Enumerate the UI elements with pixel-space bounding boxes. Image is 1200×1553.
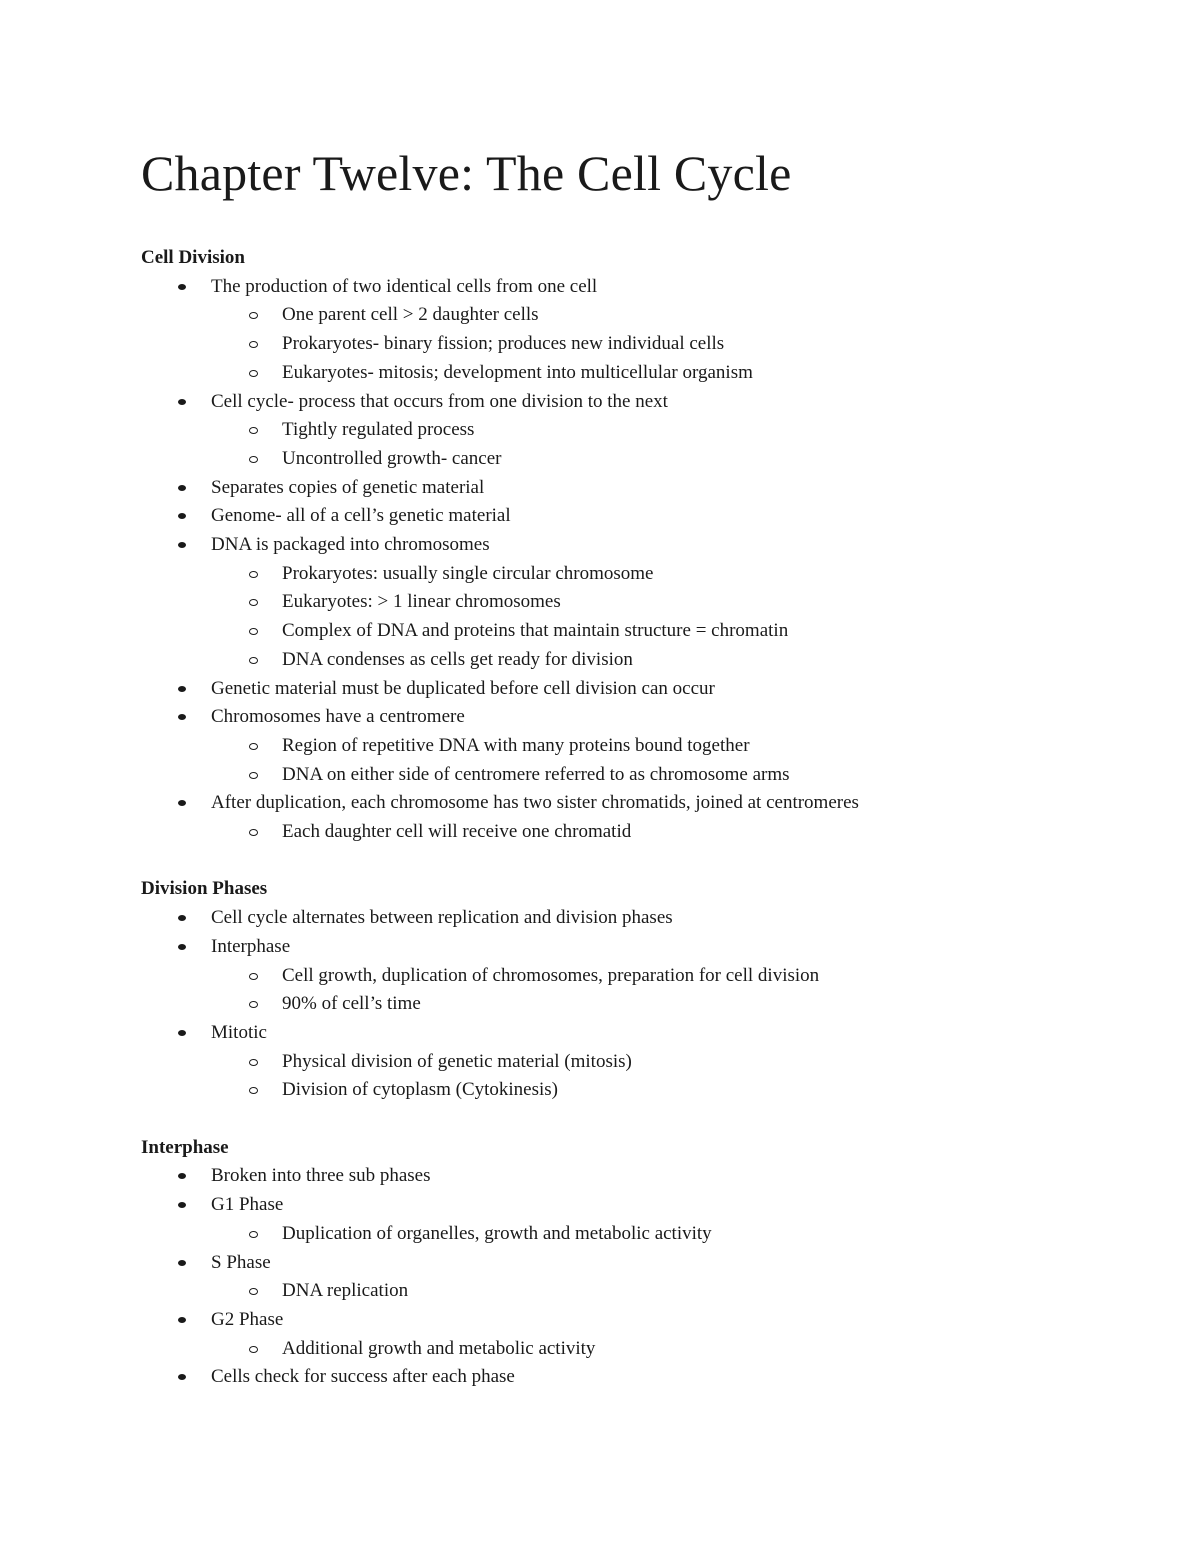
filled-bullet-icon (178, 1030, 186, 1036)
sub-list-item-text: Each daughter cell will receive one chromatid (282, 821, 632, 843)
filled-bullet-icon (178, 1317, 186, 1323)
sub-list-item-text: Uncontrolled growth- cancer (282, 447, 502, 469)
list-item (141, 789, 1101, 846)
sub-list-item-text: DNA replication (282, 1280, 409, 1302)
page-title: Chapter Twelve: The Cell Cycle (141, 145, 792, 201)
sub-list-item-text: DNA on either side of centromere referred to as chromosome arms (282, 763, 790, 785)
sub-list-item-text: Division of cytoplasm (Cytokinesis) (282, 1079, 559, 1101)
list-item-text: Genome- all of a cell’s genetic material (211, 505, 511, 527)
list-item-text: S Phase (211, 1251, 271, 1273)
list-item (141, 1019, 1101, 1105)
sub-list-item-text: Cell growth, duplication of chromosomes, preparation for cell division (282, 964, 820, 986)
hollow-bullet-icon (249, 1288, 258, 1295)
section (141, 875, 1101, 1105)
sub-list-item-text: Duplication of organelles, growth and metabolic activity (282, 1222, 712, 1244)
sub-list-item (211, 1277, 1101, 1306)
filled-bullet-icon (178, 399, 186, 405)
section (141, 244, 1101, 847)
list-item-text: Cells check for success after each phase (211, 1366, 515, 1388)
list-item-text: The production of two identical cells from one cell (211, 275, 598, 297)
hollow-bullet-icon (249, 657, 258, 664)
list-item-text: DNA is packaged into chromosomes (211, 534, 490, 556)
list-item-text: Mitotic (211, 1021, 267, 1043)
list-item (141, 675, 1101, 704)
sub-list-item (211, 416, 1101, 445)
list-item (141, 474, 1101, 503)
list-item-text: Cell cycle alternates between replication and division phases (211, 907, 673, 929)
filled-bullet-icon (178, 485, 186, 491)
list-item (141, 703, 1101, 789)
filled-bullet-icon (178, 1202, 186, 1208)
list-item (141, 904, 1101, 933)
sub-list-item (211, 1335, 1101, 1364)
sub-bullet-list (211, 1335, 1101, 1364)
sub-list-item (211, 1076, 1101, 1105)
sub-list-item (211, 962, 1101, 991)
list-item (141, 502, 1101, 531)
hollow-bullet-icon (249, 1059, 258, 1066)
filled-bullet-icon (178, 800, 186, 806)
sub-bullet-list (211, 1277, 1101, 1306)
section-heading: Interphase (141, 1136, 229, 1158)
list-item (141, 1306, 1101, 1363)
filled-bullet-icon (178, 686, 186, 692)
sub-list-item-text: Eukaryotes- mitosis; development into multicellular organism (282, 361, 753, 383)
sub-list-item (211, 1048, 1101, 1077)
sub-list-item (211, 732, 1101, 761)
hollow-bullet-icon (249, 1231, 258, 1238)
hollow-bullet-icon (249, 456, 258, 463)
sub-list-item (211, 990, 1101, 1019)
list-item (141, 933, 1101, 1019)
bullet-list (141, 273, 1101, 847)
list-item-text: After duplication, each chromosome has two sister chromatids, joined at centromeres (211, 792, 859, 814)
section-heading: Cell Division (141, 247, 245, 268)
hollow-bullet-icon (249, 772, 258, 779)
list-item (141, 531, 1101, 675)
sub-bullet-list (211, 416, 1101, 473)
filled-bullet-icon (178, 284, 186, 290)
sub-list-item (211, 646, 1101, 675)
hollow-bullet-icon (249, 370, 258, 377)
sub-list-item-text: Region of repetitive DNA with many proteins bound together (282, 734, 750, 756)
sub-list-item (211, 330, 1101, 359)
sub-list-item-text: Additional growth and metabolic activity (282, 1337, 596, 1359)
hollow-bullet-icon (249, 427, 258, 434)
filled-bullet-icon (178, 915, 186, 921)
list-item (141, 1162, 1101, 1191)
bullet-list (141, 1162, 1101, 1392)
hollow-bullet-icon (249, 341, 258, 348)
sub-list-item-text: Prokaryotes: usually single circular chromosome (282, 562, 654, 584)
sub-list-item (211, 560, 1101, 589)
list-item (141, 273, 1101, 388)
filled-bullet-icon (178, 714, 186, 720)
filled-bullet-icon (178, 542, 186, 548)
filled-bullet-icon (178, 513, 186, 519)
list-item-text: Genetic material must be duplicated before cell division can occur (211, 677, 715, 699)
hollow-bullet-icon (249, 599, 258, 606)
sub-bullet-list (211, 301, 1101, 387)
sub-bullet-list (211, 732, 1101, 789)
filled-bullet-icon (178, 1260, 186, 1266)
list-item (141, 1363, 1101, 1392)
hollow-bullet-icon (249, 829, 258, 836)
sub-list-item-text: DNA condenses as cells get ready for division (282, 648, 633, 670)
sub-list-item-text: Eukaryotes: > 1 linear chromosomes (282, 591, 561, 613)
sub-list-item (211, 761, 1101, 790)
list-item-text: Cell cycle- process that occurs from one division to the next (211, 390, 668, 412)
hollow-bullet-icon (249, 1087, 258, 1094)
section (141, 1134, 1101, 1392)
filled-bullet-icon (178, 944, 186, 950)
filled-bullet-icon (178, 1173, 186, 1179)
filled-bullet-icon (178, 1374, 186, 1380)
list-item (141, 388, 1101, 474)
hollow-bullet-icon (249, 312, 258, 319)
sub-list-item-text: Physical division of genetic material (mitosis) (282, 1050, 632, 1072)
list-item-text: G1 Phase (211, 1194, 284, 1216)
sub-list-item-text: Prokaryotes- binary fission; produces new individual cells (282, 333, 725, 355)
sub-bullet-list (211, 1048, 1101, 1105)
hollow-bullet-icon (249, 1001, 258, 1008)
hollow-bullet-icon (249, 743, 258, 750)
list-item-text: Broken into three sub phases (211, 1165, 431, 1187)
list-item-text: Chromosomes have a centromere (211, 706, 465, 728)
sub-list-item-text: 90% of cell’s time (282, 993, 421, 1015)
sub-bullet-list (211, 962, 1101, 1019)
list-item (141, 1191, 1101, 1248)
hollow-bullet-icon (249, 571, 258, 578)
hollow-bullet-icon (249, 628, 258, 635)
sub-list-item-text: Tightly regulated process (282, 419, 475, 441)
list-item-text: Interphase (211, 935, 291, 957)
sub-list-item (211, 301, 1101, 330)
sub-list-item (211, 818, 1101, 847)
sub-bullet-list (211, 1220, 1101, 1249)
sub-list-item (211, 445, 1101, 474)
sub-list-item-text: One parent cell > 2 daughter cells (282, 304, 539, 326)
sub-list-item (211, 617, 1101, 646)
sections-container (141, 244, 1101, 1392)
sub-list-item (211, 1220, 1101, 1249)
sub-list-item (211, 359, 1101, 388)
document-page (141, 140, 1101, 1392)
bullet-list (141, 904, 1101, 1105)
section-heading: Division Phases (141, 878, 268, 900)
list-item-text: G2 Phase (211, 1308, 284, 1330)
hollow-bullet-icon (249, 973, 258, 980)
sub-bullet-list (211, 818, 1101, 847)
hollow-bullet-icon (249, 1346, 258, 1353)
sub-list-item (211, 588, 1101, 617)
sub-list-item-text: Complex of DNA and proteins that maintain structure = chromatin (282, 620, 789, 642)
list-item-text: Separates copies of genetic material (211, 476, 485, 498)
list-item (141, 1249, 1101, 1306)
sub-bullet-list (211, 560, 1101, 675)
